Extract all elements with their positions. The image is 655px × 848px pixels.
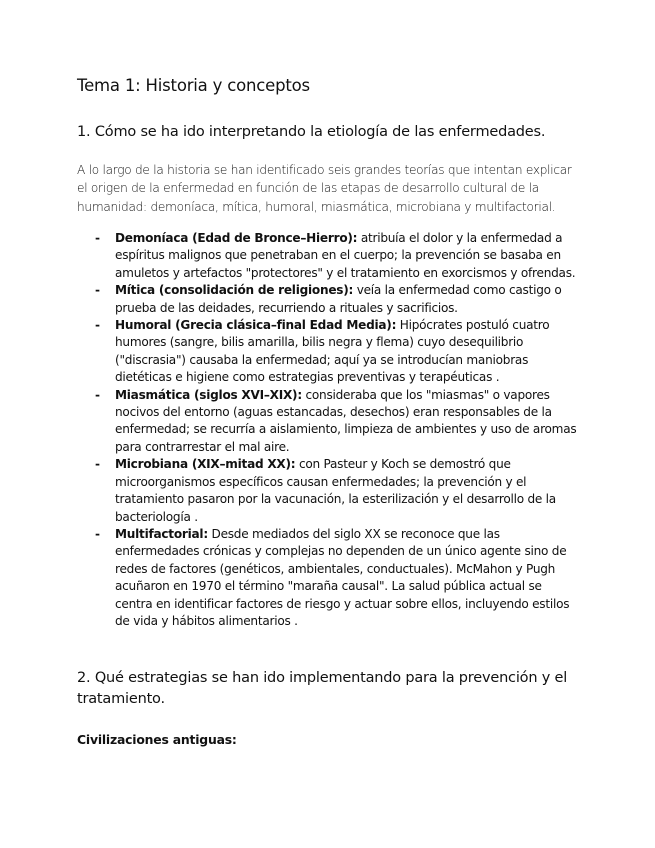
page-title: Tema 1: Historia y conceptos [77, 76, 310, 95]
bullet-dash: - [95, 457, 100, 472]
theory-term: Demoníaca (Edad de Bronce–Hierro): [115, 231, 358, 245]
bullet-dash: - [95, 387, 100, 402]
list-item [77, 317, 582, 387]
list-item [77, 282, 582, 317]
section-2-heading: 2. Qué estrategias se han ido implementando para la prevención y el tratamiento. [77, 670, 568, 707]
theory-text: con Pasteur y Koch se demostró que microorganismos específicos causan enfermedades; la prevención y el tratamiento pasaron por la vacunación, la esterilización y el desarrollo de la bacteriología . [115, 457, 556, 524]
section-1-heading: 1. Cómo se ha ido interpretando la etiología de las enfermedades. [77, 124, 546, 140]
theory-text: consideraba que los "miasmas" o vapores nocivos del entorno (aguas estancadas, desechos) eran responsables de la enfermedad; se recurría a aislamiento, limpieza de ambientes y uso de aromas para contrarrestar el mal aire. [115, 387, 577, 454]
bullet-dash: - [95, 231, 100, 245]
list-item [77, 230, 582, 282]
section-1-intro: A lo largo de la historia se han identificado seis grandes teorías que intentan explicar el origen de la enfermedad en función de las etapas de desarrollo cultural de la humanidad: demoníaca, mítica, humoral, miasmática, microbiana y multifactorial. [77, 163, 572, 214]
theory-term: Mítica (consolidación de religiones): [115, 283, 354, 298]
list-item [77, 526, 582, 630]
theory-term: Miasmática (siglos XVI–XIX): [115, 387, 302, 402]
bullet-dash: - [95, 526, 100, 541]
bullet-dash: - [95, 283, 100, 298]
theory-text: Desde mediados del siglo XX se reconoce que las enfermedades crónicas y complejas no dependen de un único agente sino de redes de factores (genéticos, ambientales, conductuales). McMahon y Pugh acuñaron en 1970 el término "maraña causal". La salud pública actual se centra en identificar factores de riesgo y actuar sobre ellos, incluyendo estilos de vida y hábitos alimentarios . [115, 526, 570, 628]
theory-text: veía la enfermedad como castigo o prueba de las deidades, recurriendo a rituales y sacrificios. [115, 283, 562, 315]
section-2-subheading: Civilizaciones antiguas: [77, 732, 237, 747]
theory-term: Humoral (Grecia clásica–final Edad Media): [115, 318, 397, 333]
bullet-dash: - [95, 318, 100, 333]
theory-text: atribuía el dolor y la enfermedad a espíritus malignos que penetraban en el cuerpo; la prevención se basaba en amuletos y artefactos "protectores" y el tratamiento en exorcismos y ofrendas. [115, 231, 576, 280]
theory-text: Hipócrates postuló cuatro humores (sangre, bilis amarilla, bilis negra y flema) cuyo desequilibrio ("discrasia") causaba la enfermedad; aquí ya se introducían maniobras dietéticas e higiene como estrategias preventivas y terapéuticas . [115, 318, 550, 385]
list-item [77, 456, 582, 526]
list-item [77, 387, 582, 457]
theory-term: Multifactorial: [115, 526, 208, 541]
theories-list [77, 230, 582, 630]
theory-term: Microbiana (XIX–mitad XX): [115, 457, 296, 472]
